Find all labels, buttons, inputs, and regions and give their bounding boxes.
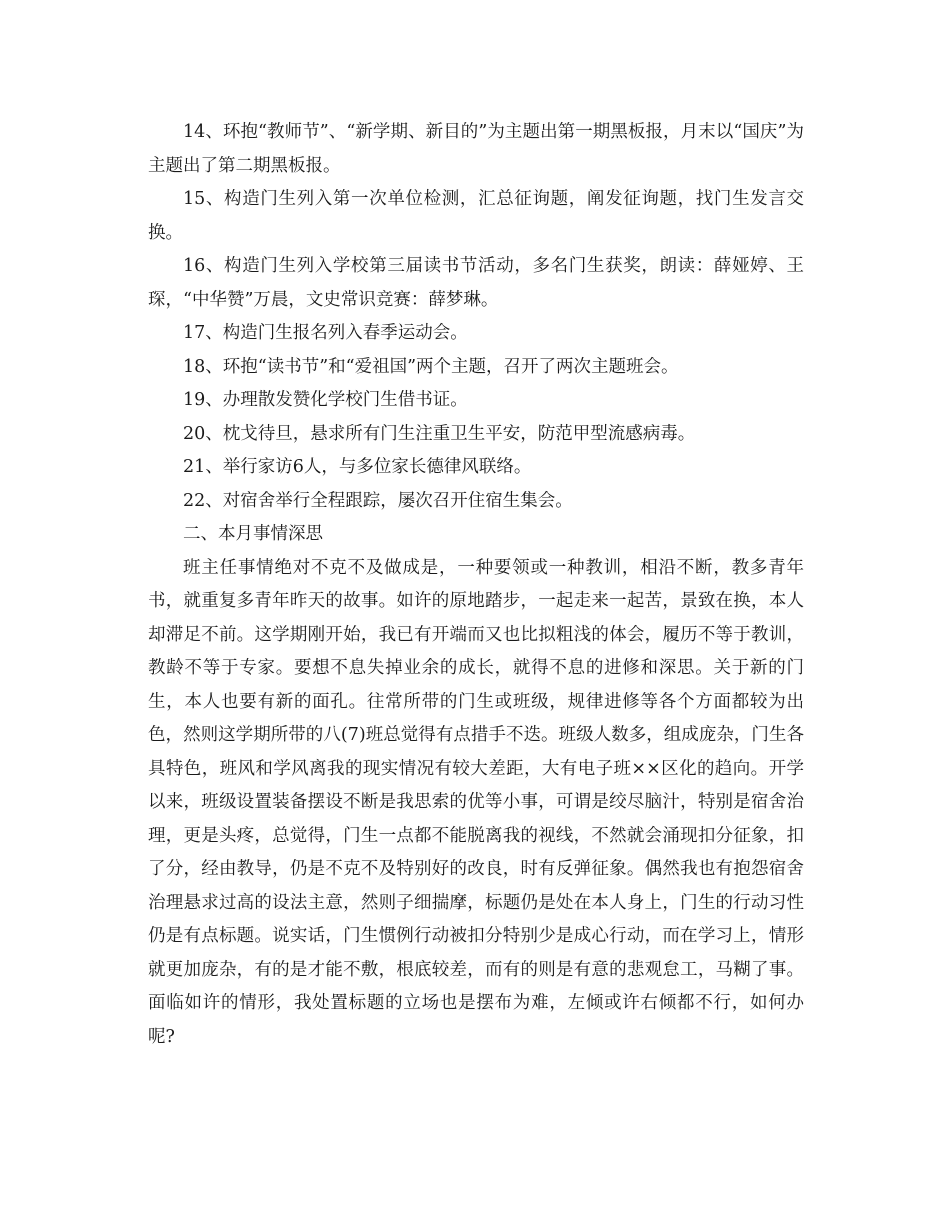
reflection-paragraph: 班主任事情绝对不克不及做成是，一种要领或一种教训，相沿不断，教多青年书，就重复多青年昨天的故事。如许的原地踏步，一起走来一起苦，景致在换，本人却滞足不前。这学期刚开始，我已有开端而又也比拟粗浅的体会，履历不等于教训，教龄不等于专家。要想不息失掉业余的成长，就得不息的进修和深思。关于新的门生，本人也要有新的面孔。往常所带的门生或班级，规律进修等各个方面都较为出色，然则这学期所带的八(7)班总觉得有点措手不迭。班级人数多，组成庞杂，门生各具特色，班风和学风离我的现实情况有较大差距，大有电子班××区化的趋向。开学以来，班级设置装备摆设不断是我思索的优等小事，可谓是绞尽脑汁，特别是宿舍治理，更是头疼，总觉得，门生一点都不能脱离我的视线，不然就会涌现扣分征象，扣了分，经由教导，仍是不克不及特别好的改良，时有反弹征象。偶然我也有抱怨宿舍治理悬求过高的设法主意，然则子细揣摩，标题仍是处在本人身上，门生的行动习性仍是有点标题。说实话，门生惯例行动被扣分特别少是成心行动，而在学习上，情形就更加庞杂，有的是才能不敷，根底较差，而有的则是有意的悲观怠工，马糊了事。面临如许的情形，我处置标题的立场也是摆布为难，左倾或许右倾都不行，如何办呢? (148, 557, 804, 1047)
list-item: 15、构造门生列入第一次单位检测，汇总征询题，阐发征询题，找门生发言交换。 (148, 189, 804, 243)
list-item: 16、构造门生列入学校第三届读书节活动，多名门生获奖，朗读：薛娅婷、王琛，“中华赞”万晨，文史常识竞赛：薛梦琳。 (148, 256, 804, 310)
list-item: 17、构造门生报名列入春季运动会。 (183, 323, 468, 343)
list-item: 21、举行家访6人，与多位家长德律风联络。 (183, 457, 532, 477)
document-body (148, 116, 804, 1054)
list-item: 14、环抱“教师节”、“新学期、新目的”为主题出第一期黑板报，月末以“国庆”为主题出了第二期黑板报。 (148, 122, 804, 176)
list-item: 20、枕戈待旦，悬求所有门生注重卫生平安，防范甲型流感病毒。 (183, 423, 696, 444)
section-heading: 二、本月事情深思 (183, 524, 323, 544)
list-item: 18、环抱“读书节”和“爱祖国”两个主题，召开了两次主题班会。 (183, 356, 679, 377)
list-item: 22、对宿舍举行全程跟踪，屡次召开住宿生集会。 (183, 490, 573, 511)
list-item: 19、办理散发赞化学校门生借书证。 (183, 390, 468, 410)
